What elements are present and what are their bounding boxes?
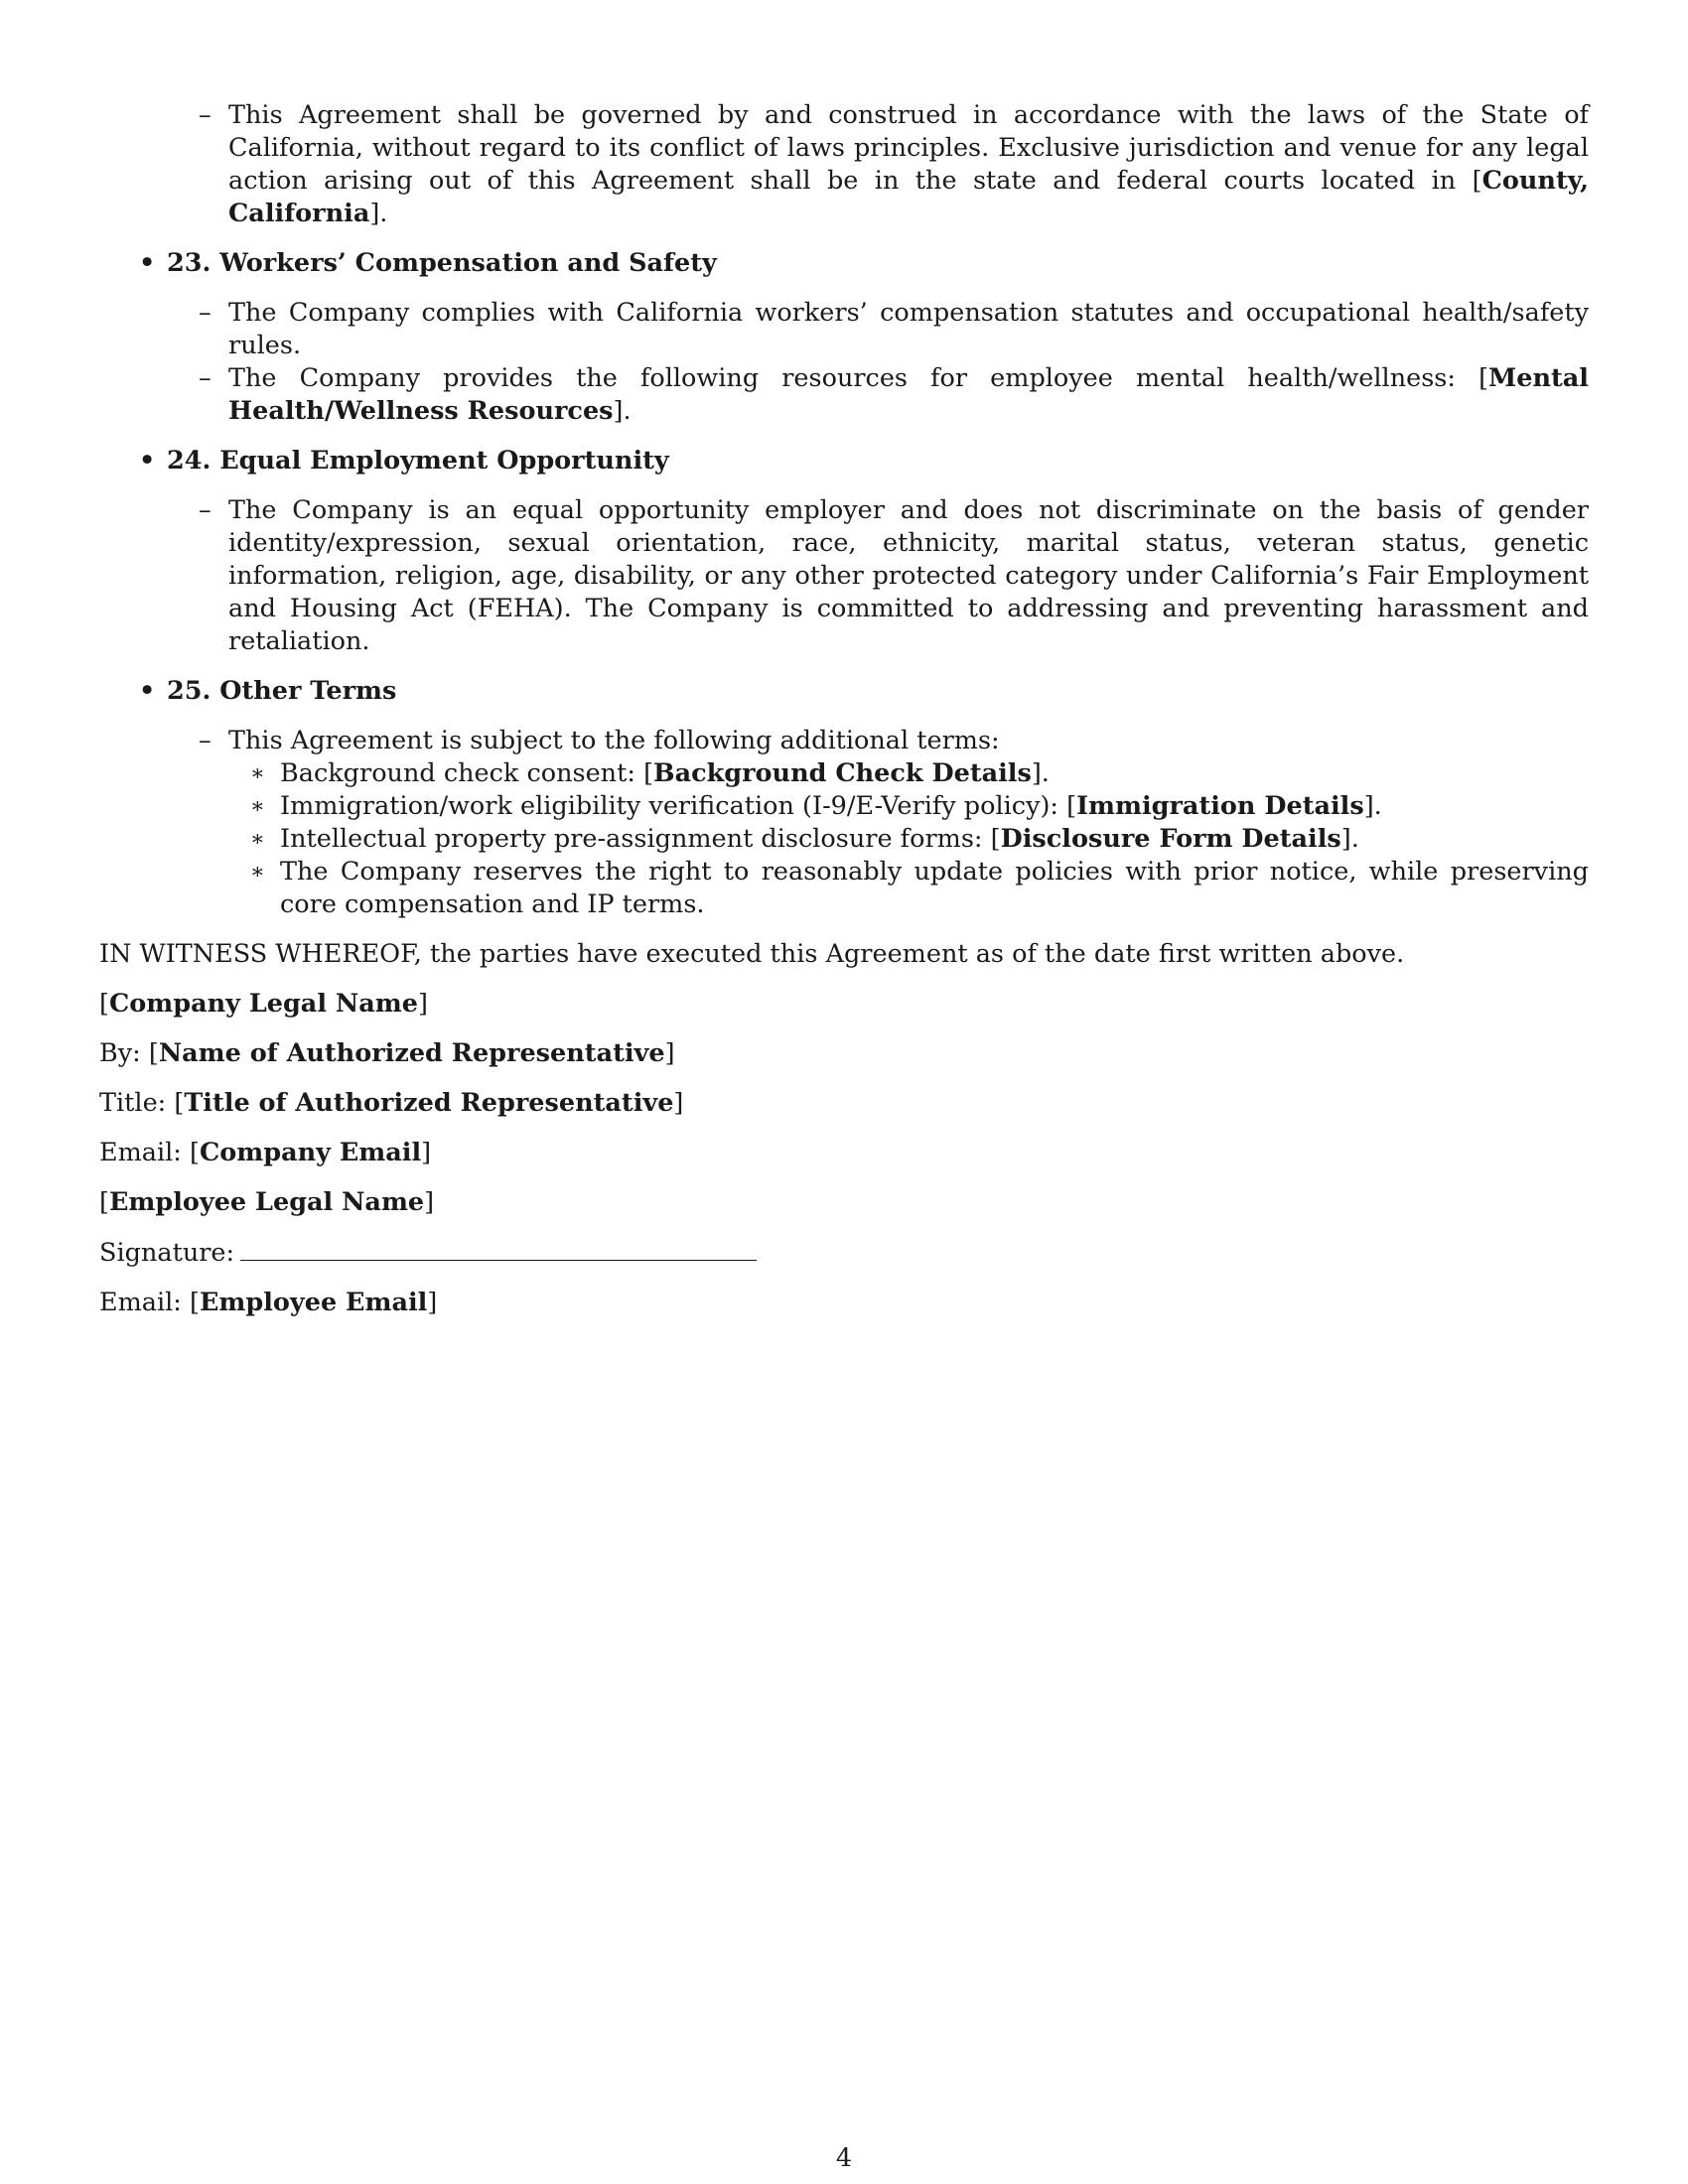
asterisk-marker: ∗ [250, 794, 265, 819]
section-24-heading [99, 445, 1589, 478]
field-label: Title: [99, 1088, 167, 1118]
placeholder-field: Employee Email [199, 1288, 428, 1317]
dash-marker: – [199, 100, 211, 130]
section-heading: 25. Other Terms [167, 676, 397, 706]
asterisk-marker: ∗ [250, 860, 265, 885]
section-23-heading [99, 247, 1589, 280]
dash-marker: – [199, 495, 211, 525]
placeholder-field: Company Email [199, 1138, 422, 1167]
company-by-line: By: [Name of Authorized Representative] [99, 1038, 675, 1068]
asterisk-marker: ∗ [250, 827, 265, 852]
field-label: Signature: [99, 1238, 235, 1268]
section-25-intro [99, 725, 1589, 757]
bullet-marker: • [139, 676, 156, 706]
company-name-line: [Company Legal Name] [99, 989, 428, 1019]
clause-text: Intellectual property pre-assignment disclosure forms: [280, 824, 991, 854]
section-24-item-1 [99, 494, 1589, 658]
placeholder-field: Title of Authorized Representative [184, 1088, 674, 1118]
field-label: Email: [99, 1138, 182, 1167]
bullet-marker: • [139, 248, 156, 278]
placeholder-field: Immigration Details [1076, 791, 1364, 821]
section-25-sub-1: ∗ Background check consent: [Background Check Details]. [250, 758, 1050, 788]
clause-text: The Company reserves the right to reasonably update policies with prior notice, while preserving core compensation and IP terms. [280, 857, 1589, 919]
clause-text: The Company is an equal opportunity employer and does not discriminate on the basis of gender identity/expression, sexual orientation, race, ethnicity, marital status, veteran status, genetic information, religion, age, disability, or any other protected category under California’s Fair Employment and Housing Act (FEHA). The Company is committed to addressing and preventing harassment and retaliation. [228, 495, 1589, 656]
employee-name-line: [Employee Legal Name] [99, 1187, 435, 1217]
placeholder-field: Company Legal Name [108, 989, 418, 1019]
section-heading: 23. Workers’ Compensation and Safety [167, 248, 717, 278]
company-title-line: Title: [Title of Authorized Representative] [99, 1088, 684, 1118]
section-25-heading [99, 675, 1589, 708]
section-23-item-2: – The Company provides the following resources for employee mental health/wellness: [Mental Health/Wellness Resources]. [199, 363, 1589, 426]
asterisk-marker: ∗ [250, 761, 265, 786]
clause-text: Immigration/work eligibility verification (I-9/E-Verify policy): [280, 791, 1067, 821]
placeholder-field: County, California [228, 166, 1589, 228]
clause-text: This Agreement shall be governed by and construed in accordance with the laws of the State of California, without regard to its conflict of laws principles. Exclusive jurisdiction and venue for any legal action arising out of this Agreement shall be in the state and federal courts located in [228, 100, 1589, 196]
governing-law-clause: – This Agreement shall be governed by and construed in accordance with the laws of the State of California, without regard to its conflict of laws principles. Exclusive jurisdiction and venue for any legal action arising out of this Agreement shall be in the state and federal courts located in [County, California]. [199, 100, 1589, 228]
document-body [99, 99, 1589, 1319]
clause-text: The Company provides the following resources for employee mental health/wellness: [228, 363, 1479, 393]
company-email-line: Email: [Company Email] [99, 1138, 432, 1167]
section-25-sub-4 [99, 856, 1589, 921]
bullet-marker: • [139, 446, 156, 476]
dash-marker: – [199, 298, 211, 328]
placeholder-field: Employee Legal Name [108, 1187, 425, 1217]
witness-statement: IN WITNESS WHEREOF, the parties have executed this Agreement as of the date first written above. [99, 939, 1405, 969]
placeholder-field: Mental Health/Wellness Resources [228, 363, 1589, 426]
clause-text: Background check consent: [280, 758, 644, 788]
clause-text: This Agreement is subject to the following additional terms: [228, 726, 1000, 755]
section-23-item-1 [99, 297, 1589, 362]
section-25-sub-3: ∗ Intellectual property pre-assignment disclosure forms: [Disclosure Form Details]. [250, 824, 1359, 854]
employee-email-line: Email: [Employee Email] [99, 1288, 438, 1317]
dash-marker: – [199, 726, 211, 755]
clause-text: The Company complies with California workers’ compensation statutes and occupational health/safety rules. [228, 298, 1589, 360]
section-heading: 24. Equal Employment Opportunity [167, 446, 669, 476]
dash-marker: – [199, 363, 211, 393]
page-number: 4 [835, 2143, 853, 2173]
signature-underline[interactable] [240, 1236, 757, 1261]
placeholder-field: Disclosure Form Details [1000, 824, 1341, 854]
section-25-sub-2: ∗ Immigration/work eligibility verification (I-9/E-Verify policy): [Immigration Details]. [250, 791, 1382, 821]
placeholder-field: Background Check Details [653, 758, 1032, 788]
employee-signature-line [99, 1236, 1589, 1270]
field-label: Email: [99, 1288, 182, 1317]
placeholder-field: Name of Authorized Representative [158, 1038, 665, 1068]
field-label: By: [99, 1038, 141, 1068]
